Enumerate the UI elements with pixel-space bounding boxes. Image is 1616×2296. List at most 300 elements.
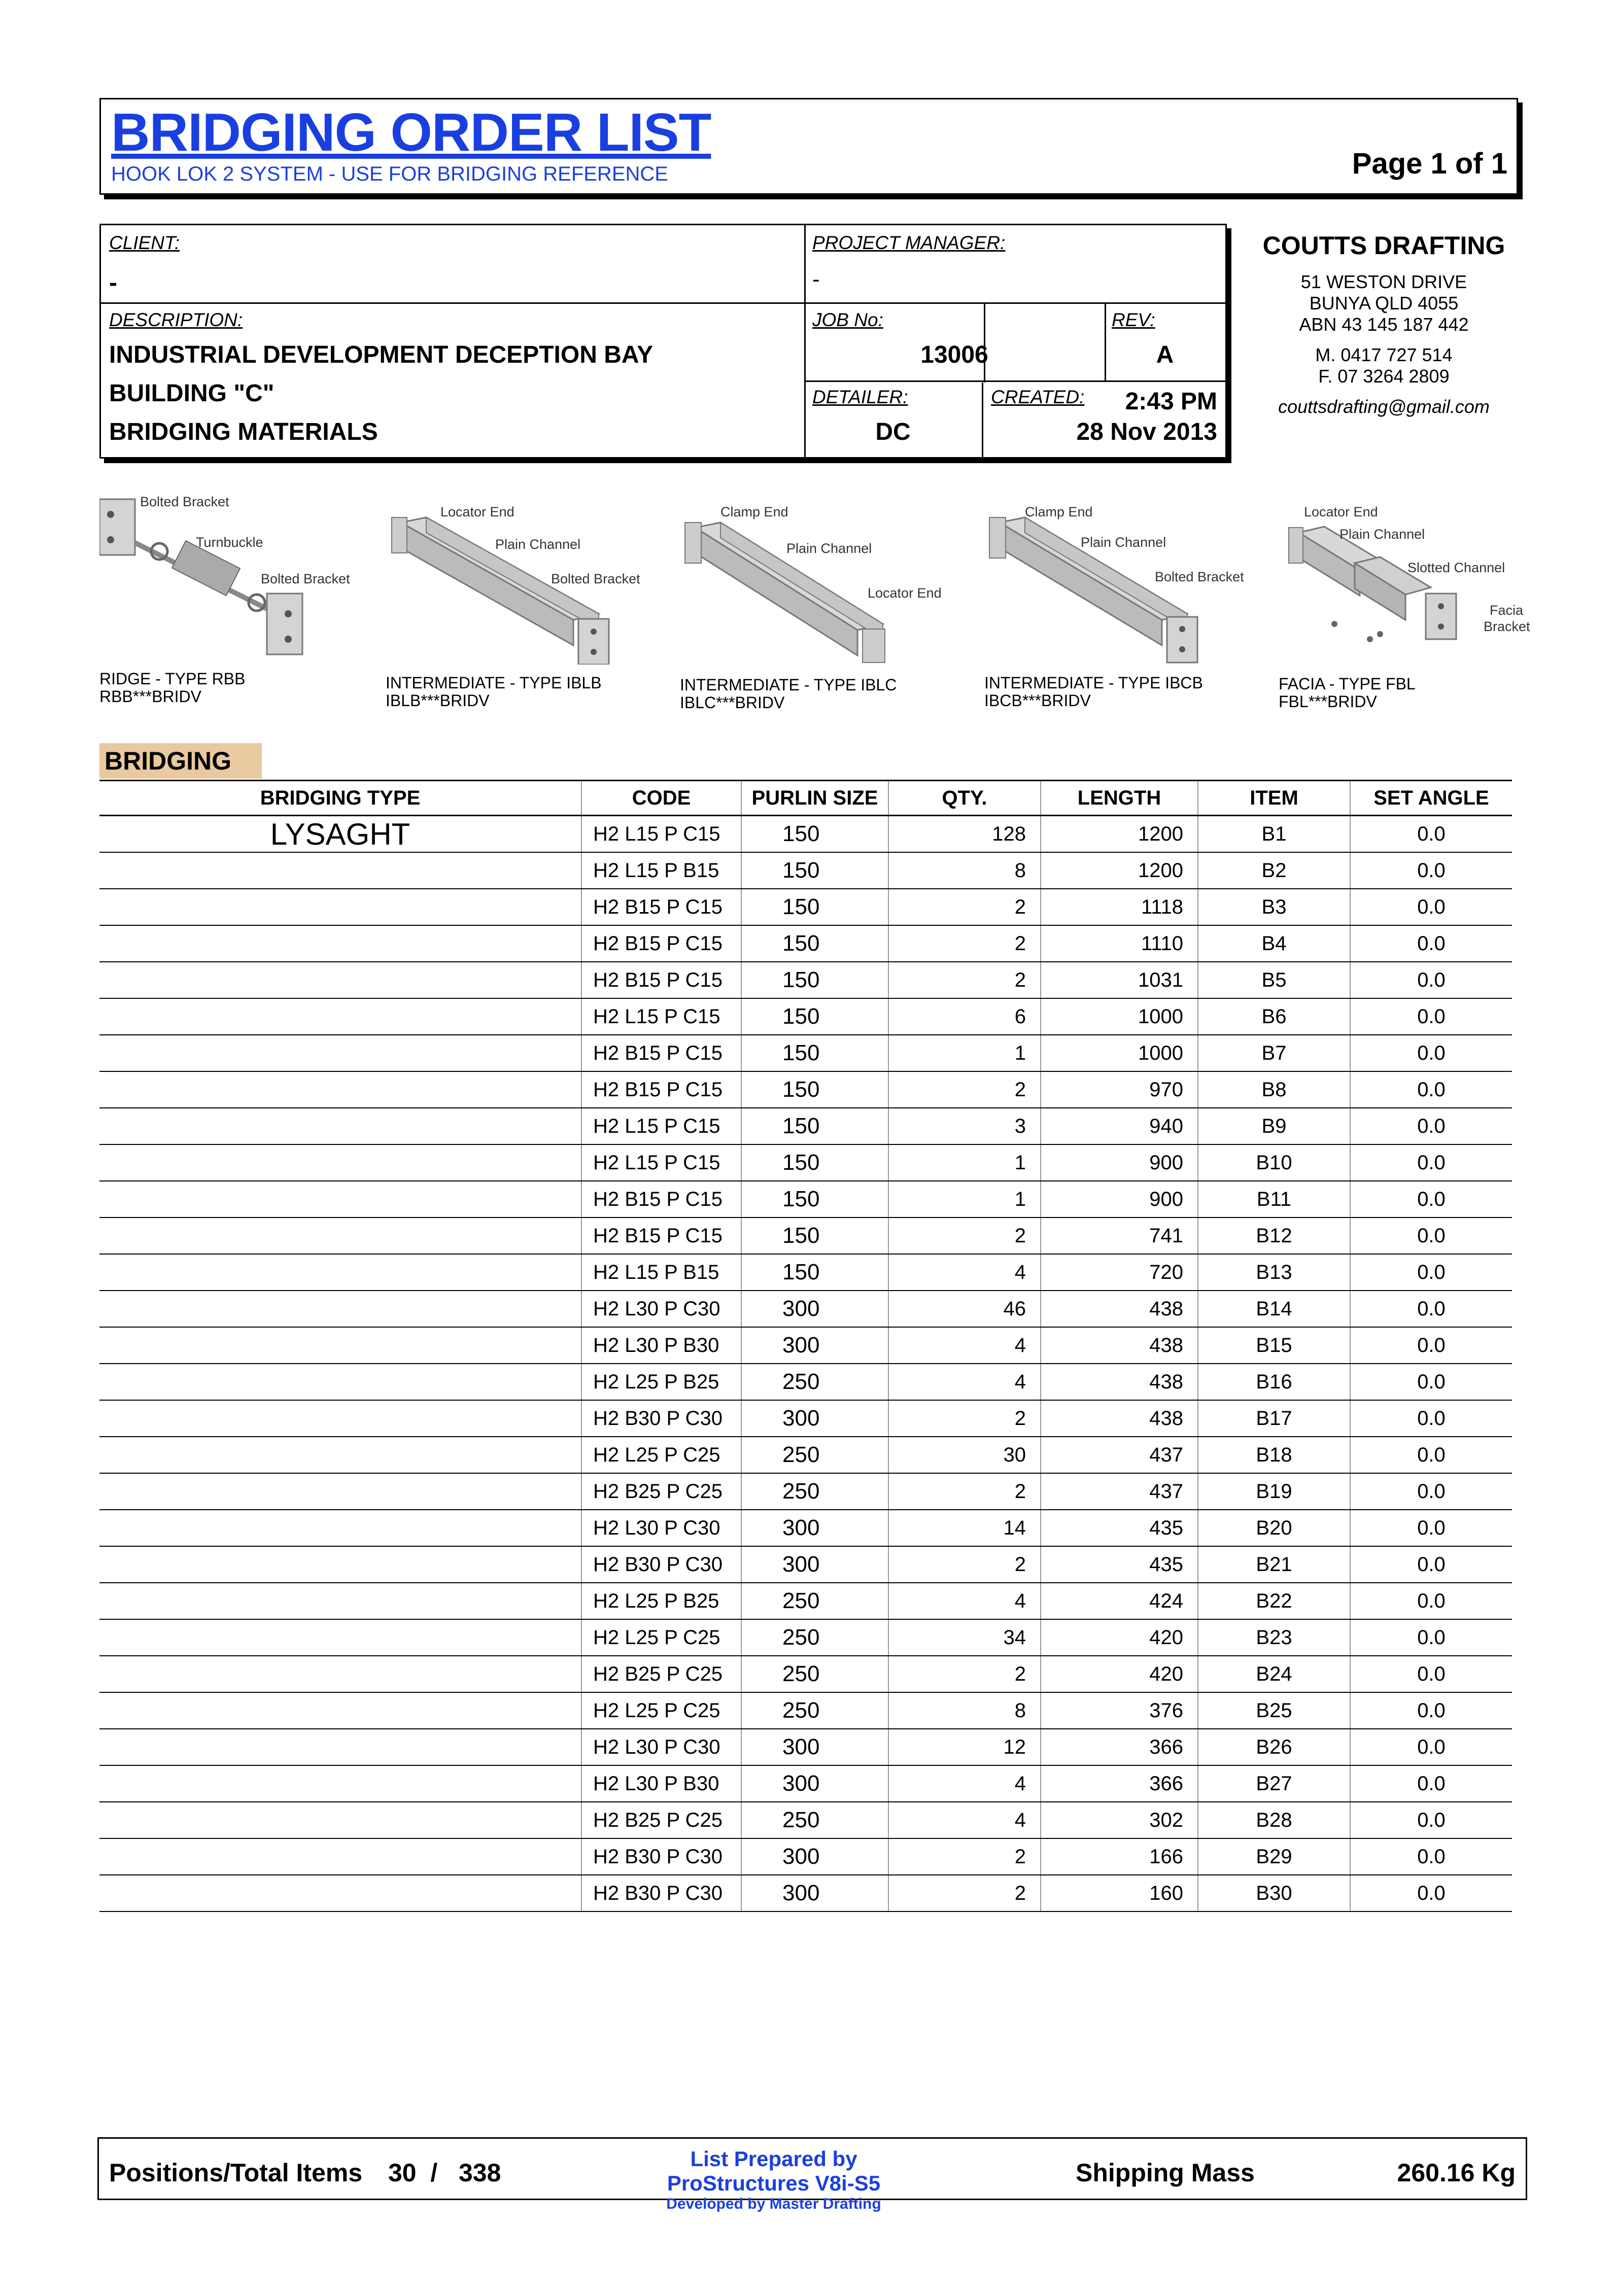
length-cell: 900 — [1041, 1144, 1198, 1181]
qty-cell: 2 — [888, 962, 1041, 998]
qty-cell: 3 — [888, 1108, 1041, 1144]
label-plain-channel: Plain Channel — [786, 541, 872, 556]
qty-cell: 4 — [888, 1583, 1041, 1619]
code-cell: H2 B15 P C15 — [581, 1217, 741, 1254]
project-info-block — [99, 224, 1227, 459]
code-cell: H2 L30 P C30 — [581, 1510, 741, 1546]
description-line-1: INDUSTRIAL DEVELOPMENT DECEPTION BAY — [109, 341, 654, 368]
length-cell: 437 — [1041, 1437, 1198, 1473]
purlin-size-cell: 250 — [741, 1619, 888, 1656]
qty-cell: 14 — [888, 1510, 1041, 1546]
set-angle-cell: 0.0 — [1350, 1583, 1512, 1619]
table-row — [99, 1802, 1512, 1838]
length-cell: 1110 — [1041, 925, 1198, 962]
project-manager-value: - — [812, 267, 820, 292]
bridging-type-cell — [99, 1656, 581, 1692]
table-row — [99, 1400, 1512, 1437]
qty-cell: 2 — [888, 1071, 1041, 1108]
set-angle-cell: 0.0 — [1350, 889, 1512, 925]
purlin-size-cell: 150 — [741, 1217, 888, 1254]
qty-cell: 2 — [888, 1838, 1041, 1875]
set-angle-cell: 0.0 — [1350, 816, 1512, 853]
table-row — [99, 1692, 1512, 1729]
shipping-mass-value: 260.16 Kg — [1397, 2159, 1516, 2187]
code-cell: H2 L15 P B15 — [581, 852, 741, 889]
purlin-size-cell: 250 — [741, 1473, 888, 1510]
item-cell: B18 — [1198, 1437, 1350, 1473]
code-cell: H2 B30 P C30 — [581, 1400, 741, 1437]
qty-cell: 4 — [888, 1765, 1041, 1802]
purlin-size-cell: 150 — [741, 1254, 888, 1291]
purlin-size-cell: 150 — [741, 889, 888, 925]
purlin-size-cell: 150 — [741, 962, 888, 998]
item-cell: B28 — [1198, 1802, 1350, 1838]
table-row — [99, 1656, 1512, 1692]
label-plain-channel: Plain Channel — [495, 537, 581, 552]
bridging-type-cell — [99, 1400, 581, 1437]
item-cell: B27 — [1198, 1765, 1350, 1802]
table-row — [99, 1254, 1512, 1291]
bridging-type-cell — [99, 1802, 581, 1838]
bridging-type-cell — [99, 1364, 581, 1400]
table-row — [99, 1327, 1512, 1364]
item-cell: B13 — [1198, 1254, 1350, 1291]
qty-cell: 46 — [888, 1291, 1041, 1327]
created-time: 2:43 PM — [1125, 388, 1217, 415]
set-angle-cell: 0.0 — [1350, 1473, 1512, 1510]
item-cell: B6 — [1198, 998, 1350, 1035]
length-cell: 420 — [1041, 1619, 1198, 1656]
code-cell: H2 B25 P C25 — [581, 1473, 741, 1510]
set-angle-cell: 0.0 — [1350, 1181, 1512, 1217]
code-cell: H2 L15 P C15 — [581, 816, 741, 853]
diagram-code: IBCB***BRIDV — [984, 691, 1091, 710]
table-row — [99, 889, 1512, 925]
bridging-type-cell — [99, 1473, 581, 1510]
bridging-type-cell — [99, 1437, 581, 1473]
table-row — [99, 816, 1512, 853]
code-cell: H2 B30 P C30 — [581, 1546, 741, 1583]
table-row — [99, 1583, 1512, 1619]
purlin-size-cell: 300 — [741, 1327, 888, 1364]
table-row — [99, 1181, 1512, 1217]
set-angle-cell: 0.0 — [1350, 1364, 1512, 1400]
document-subtitle: HOOK LOK 2 SYSTEM - USE FOR BRIDGING REFERENCE — [111, 163, 668, 185]
item-cell: B14 — [1198, 1291, 1350, 1327]
length-cell: 438 — [1041, 1327, 1198, 1364]
col-header-item: ITEM — [1198, 781, 1350, 816]
code-cell: H2 L30 P B30 — [581, 1327, 741, 1364]
code-cell: H2 L15 P B15 — [581, 1254, 741, 1291]
table-row — [99, 1729, 1512, 1765]
set-angle-cell: 0.0 — [1350, 1875, 1512, 1911]
bridging-type-cell — [99, 962, 581, 998]
purlin-size-cell: 300 — [741, 1510, 888, 1546]
client-label: CLIENT: — [109, 232, 180, 253]
qty-cell: 8 — [888, 852, 1041, 889]
label-bracket: Bracket — [1484, 619, 1530, 634]
table-header-row — [99, 781, 1512, 816]
code-cell: H2 L25 P C25 — [581, 1692, 741, 1729]
qty-cell: 12 — [888, 1729, 1041, 1765]
section-title-bridging: BRIDGING — [99, 743, 262, 779]
item-cell: B30 — [1198, 1875, 1350, 1911]
diagram-caption: FACIA - TYPE FBL — [1279, 675, 1416, 693]
bridging-type-cell — [99, 889, 581, 925]
diagram-intermediate-iblb — [386, 502, 670, 715]
table-row — [99, 1838, 1512, 1875]
set-angle-cell: 0.0 — [1350, 1765, 1512, 1802]
qty-cell: 1 — [888, 1144, 1041, 1181]
purlin-size-cell: 150 — [741, 925, 888, 962]
code-cell: H2 L30 P B30 — [581, 1765, 741, 1802]
qty-cell: 2 — [888, 925, 1041, 962]
diagram-code: IBLC***BRIDV — [680, 693, 785, 712]
label-locator-end: Locator End — [868, 585, 942, 601]
purlin-size-cell: 300 — [741, 1838, 888, 1875]
table-row — [99, 1071, 1512, 1108]
purlin-size-cell: 300 — [741, 1291, 888, 1327]
table-row — [99, 1437, 1512, 1473]
set-angle-cell: 0.0 — [1350, 1692, 1512, 1729]
item-cell: B17 — [1198, 1400, 1350, 1437]
set-angle-cell: 0.0 — [1350, 1035, 1512, 1071]
item-cell: B5 — [1198, 962, 1350, 998]
code-cell: H2 B15 P C15 — [581, 1181, 741, 1217]
label-clamp-end: Clamp End — [1025, 504, 1093, 519]
set-angle-cell: 0.0 — [1350, 1510, 1512, 1546]
label-locator-end: Locator End — [440, 504, 514, 519]
bridging-table — [99, 780, 1512, 1912]
bridging-type-cell — [99, 1546, 581, 1583]
code-cell: H2 L15 P C15 — [581, 1144, 741, 1181]
length-cell: 970 — [1041, 1071, 1198, 1108]
length-cell: 900 — [1041, 1181, 1198, 1217]
diagram-caption: INTERMEDIATE - TYPE IBCB — [984, 674, 1203, 692]
table-row — [99, 1510, 1512, 1546]
set-angle-cell: 0.0 — [1350, 1656, 1512, 1692]
set-angle-cell: 0.0 — [1350, 1838, 1512, 1875]
bridging-type-cell — [99, 1254, 581, 1291]
description-line-3: BRIDGING MATERIALS — [109, 419, 378, 445]
revision-value: A — [1156, 341, 1174, 368]
bridging-type-cell — [99, 1838, 581, 1875]
bridging-type-cell — [99, 1729, 581, 1765]
col-header-length: LENGTH — [1041, 781, 1198, 816]
qty-cell: 8 — [888, 1692, 1041, 1729]
length-cell: 940 — [1041, 1108, 1198, 1144]
purlin-size-cell: 150 — [741, 1071, 888, 1108]
code-cell: H2 B30 P C30 — [581, 1875, 741, 1911]
purlin-size-cell: 300 — [741, 1875, 888, 1911]
set-angle-cell: 0.0 — [1350, 925, 1512, 962]
diagram-code: RBB***BRIDV — [99, 687, 201, 706]
project-manager-label: PROJECT MANAGER: — [812, 232, 1006, 253]
label-plain-channel: Plain Channel — [1081, 535, 1166, 550]
purlin-size-cell: 300 — [741, 1546, 888, 1583]
label-turnbuckle: Turnbuckle — [196, 535, 263, 550]
set-angle-cell: 0.0 — [1350, 1071, 1512, 1108]
set-angle-cell: 0.0 — [1350, 1437, 1512, 1473]
purlin-size-cell: 150 — [741, 1144, 888, 1181]
table-row — [99, 1546, 1512, 1583]
bridging-type-cell — [99, 998, 581, 1035]
item-cell: B12 — [1198, 1217, 1350, 1254]
item-cell: B9 — [1198, 1108, 1350, 1144]
table-row — [99, 1364, 1512, 1400]
set-angle-cell: 0.0 — [1350, 1327, 1512, 1364]
qty-cell: 2 — [888, 1400, 1041, 1437]
code-cell: H2 L30 P C30 — [581, 1291, 741, 1327]
qty-cell: 2 — [888, 1217, 1041, 1254]
company-fax: F. 07 3264 2809 — [1318, 366, 1450, 387]
purlin-size-cell: 250 — [741, 1802, 888, 1838]
code-cell: H2 L15 P C15 — [581, 1108, 741, 1144]
item-cell: B22 — [1198, 1583, 1350, 1619]
diagram-intermediate-ibcb — [984, 502, 1268, 715]
col-header-purlin-size: PURLIN SIZE — [741, 781, 888, 816]
revision-label: REV: — [1112, 309, 1155, 330]
purlin-size-cell: 250 — [741, 1437, 888, 1473]
bridging-type-cell — [99, 1181, 581, 1217]
table-row — [99, 962, 1512, 998]
item-cell: B19 — [1198, 1473, 1350, 1510]
length-cell: 720 — [1041, 1254, 1198, 1291]
qty-cell: 1 — [888, 1181, 1041, 1217]
bridging-type-cell — [99, 852, 581, 889]
purlin-size-cell: 300 — [741, 1400, 888, 1437]
item-cell: B4 — [1198, 925, 1350, 962]
bridging-type-cell — [99, 1875, 581, 1911]
company-mobile: M. 0417 727 514 — [1315, 344, 1453, 365]
set-angle-cell: 0.0 — [1350, 1619, 1512, 1656]
diagram-ridge-rbb — [99, 492, 384, 715]
qty-cell: 30 — [888, 1437, 1041, 1473]
company-address-2: BUNYA QLD 4055 — [1309, 293, 1459, 314]
item-cell: B15 — [1198, 1327, 1350, 1364]
item-cell: B7 — [1198, 1035, 1350, 1071]
bridging-type-cell — [99, 1291, 581, 1327]
item-cell: B21 — [1198, 1546, 1350, 1583]
item-cell: B3 — [1198, 889, 1350, 925]
positions-value: 30 / 338 — [388, 2159, 501, 2187]
col-header-bridging-type: BRIDGING TYPE — [99, 781, 581, 816]
table-row — [99, 1473, 1512, 1510]
code-cell: H2 L15 P C15 — [581, 998, 741, 1035]
detailer-label: DETAILER: — [812, 387, 908, 407]
code-cell: H2 B15 P C15 — [581, 1071, 741, 1108]
qty-cell: 4 — [888, 1327, 1041, 1364]
divider — [804, 380, 1225, 382]
label-slotted-channel: Slotted Channel — [1407, 560, 1505, 575]
bridging-type-cell — [99, 1510, 581, 1546]
divider — [1105, 302, 1106, 381]
code-cell: H2 L25 P C25 — [581, 1619, 741, 1656]
label-clamp-end: Clamp End — [720, 504, 788, 519]
length-cell: 1031 — [1041, 962, 1198, 998]
length-cell: 1000 — [1041, 998, 1198, 1035]
diagram-code: FBL***BRIDV — [1279, 692, 1377, 711]
qty-cell: 4 — [888, 1802, 1041, 1838]
length-cell: 1118 — [1041, 889, 1198, 925]
code-cell: H2 B30 P C30 — [581, 1838, 741, 1875]
code-cell: H2 B15 P C15 — [581, 889, 741, 925]
developed-by: Developed by Master Drafting — [666, 2196, 881, 2212]
diagram-caption: INTERMEDIATE - TYPE IBLC — [680, 676, 897, 694]
page-number: Page 1 of 1 — [1352, 147, 1507, 180]
bridging-type-cell — [99, 1692, 581, 1729]
length-cell: 166 — [1041, 1838, 1198, 1875]
diagram-caption: INTERMEDIATE - TYPE IBLB — [386, 674, 602, 692]
purlin-size-cell: 150 — [741, 816, 888, 853]
diagram-intermediate-iblc — [680, 502, 964, 715]
created-label: CREATED: — [991, 387, 1085, 407]
item-cell: B1 — [1198, 816, 1350, 853]
table-row — [99, 1765, 1512, 1802]
company-address-1: 51 WESTON DRIVE — [1300, 271, 1467, 292]
bridging-type-cell — [99, 1035, 581, 1071]
purlin-size-cell: 250 — [741, 1583, 888, 1619]
length-cell: 741 — [1041, 1217, 1198, 1254]
length-cell: 1200 — [1041, 852, 1198, 889]
company-name: COUTTS DRAFTING — [1262, 231, 1505, 260]
qty-cell: 2 — [888, 1473, 1041, 1510]
table-row — [99, 1619, 1512, 1656]
length-cell: 376 — [1041, 1692, 1198, 1729]
bridging-type-cell — [99, 1327, 581, 1364]
qty-cell: 6 — [888, 998, 1041, 1035]
positions-label: Positions/Total Items — [109, 2159, 363, 2187]
diagram-code: IBLB***BRIDV — [386, 691, 490, 710]
qty-cell: 2 — [888, 889, 1041, 925]
set-angle-cell: 0.0 — [1350, 1546, 1512, 1583]
item-cell: B20 — [1198, 1510, 1350, 1546]
table-body — [99, 816, 1512, 1912]
company-abn: ABN 43 145 187 442 — [1299, 314, 1469, 335]
length-cell: 302 — [1041, 1802, 1198, 1838]
bridging-type-cell — [99, 1583, 581, 1619]
length-cell: 366 — [1041, 1729, 1198, 1765]
table-row — [99, 925, 1512, 962]
set-angle-cell: 0.0 — [1350, 1802, 1512, 1838]
divider — [982, 382, 983, 457]
bridging-type-cell: LYSAGHT — [99, 816, 581, 853]
label-locator-end: Locator End — [1304, 504, 1378, 519]
length-cell: 160 — [1041, 1875, 1198, 1911]
qty-cell: 128 — [888, 816, 1041, 853]
set-angle-cell: 0.0 — [1350, 962, 1512, 998]
length-cell: 438 — [1041, 1400, 1198, 1437]
purlin-size-cell: 150 — [741, 998, 888, 1035]
bridging-type-cell — [99, 925, 581, 962]
shipping-mass-label: Shipping Mass — [1076, 2159, 1255, 2187]
set-angle-cell: 0.0 — [1350, 1144, 1512, 1181]
item-cell: B10 — [1198, 1144, 1350, 1181]
purlin-size-cell: 250 — [741, 1364, 888, 1400]
detailer-value: DC — [875, 419, 911, 445]
qty-cell: 2 — [888, 1875, 1041, 1911]
purlin-size-cell: 300 — [741, 1765, 888, 1802]
prepared-by-block — [632, 2147, 916, 2213]
col-header-set-angle: SET ANGLE — [1350, 781, 1512, 816]
set-angle-cell: 0.0 — [1350, 1254, 1512, 1291]
qty-cell: 34 — [888, 1619, 1041, 1656]
prepared-by: List Prepared by ProStructures V8i-S5 — [667, 2147, 881, 2195]
bridging-type-cell — [99, 1144, 581, 1181]
table-row — [99, 852, 1512, 889]
diagram-caption: RIDGE - TYPE RBB — [99, 670, 246, 688]
label-plain-channel: Plain Channel — [1339, 527, 1425, 542]
code-cell: H2 L25 P B25 — [581, 1583, 741, 1619]
purlin-size-cell: 150 — [741, 1181, 888, 1217]
qty-cell: 1 — [888, 1035, 1041, 1071]
table-row — [99, 998, 1512, 1035]
set-angle-cell: 0.0 — [1350, 1217, 1512, 1254]
code-cell: H2 L30 P C30 — [581, 1729, 741, 1765]
description-line-2: BUILDING "C" — [109, 380, 274, 407]
bridging-type-cell — [99, 1765, 581, 1802]
bridging-type-cell — [99, 1071, 581, 1108]
title-block — [99, 98, 1518, 195]
item-cell: B26 — [1198, 1729, 1350, 1765]
col-header-code: CODE — [581, 781, 741, 816]
description-label: DESCRIPTION: — [109, 309, 243, 330]
col-header-qty: QTY. — [888, 781, 1041, 816]
bridging-type-cell — [99, 1217, 581, 1254]
table-row — [99, 1217, 1512, 1254]
label-facia: Facia — [1490, 603, 1524, 618]
company-email: couttsdrafting@gmail.com — [1278, 396, 1490, 417]
qty-cell: 2 — [888, 1546, 1041, 1583]
item-cell: B29 — [1198, 1838, 1350, 1875]
company-details — [1238, 231, 1530, 418]
code-cell: H2 B25 P C25 — [581, 1656, 741, 1692]
code-cell: H2 B25 P C25 — [581, 1802, 741, 1838]
item-cell: B24 — [1198, 1656, 1350, 1692]
item-cell: B23 — [1198, 1619, 1350, 1656]
code-cell: H2 B15 P C15 — [581, 962, 741, 998]
item-cell: B16 — [1198, 1364, 1350, 1400]
created-date: 28 Nov 2013 — [1076, 419, 1217, 445]
code-cell: H2 L25 P C25 — [581, 1437, 741, 1473]
table-row — [99, 1035, 1512, 1071]
length-cell: 435 — [1041, 1510, 1198, 1546]
label-bolted-bracket: Bolted Bracket — [261, 571, 350, 586]
set-angle-cell: 0.0 — [1350, 998, 1512, 1035]
length-cell: 437 — [1041, 1473, 1198, 1510]
label-bolted-bracket: Bolted Bracket — [551, 571, 640, 586]
length-cell: 438 — [1041, 1291, 1198, 1327]
iblc-bridging-illustration — [680, 502, 964, 665]
table-row — [99, 1108, 1512, 1144]
purlin-size-cell: 300 — [741, 1729, 888, 1765]
purlin-size-cell: 250 — [741, 1656, 888, 1692]
purlin-size-cell: 150 — [741, 1035, 888, 1071]
set-angle-cell: 0.0 — [1350, 1108, 1512, 1144]
client-value: - — [109, 269, 117, 296]
label-bolted-bracket: Bolted Bracket — [140, 494, 229, 509]
job-number-value: 13006 — [920, 341, 988, 368]
document-title: BRIDGING ORDER LIST — [111, 102, 711, 162]
bridging-type-cell — [99, 1108, 581, 1144]
qty-cell: 4 — [888, 1254, 1041, 1291]
item-cell: B11 — [1198, 1181, 1350, 1217]
job-number-label: JOB No: — [812, 309, 883, 330]
purlin-size-cell: 150 — [741, 1108, 888, 1144]
code-cell: H2 B15 P C15 — [581, 1035, 741, 1071]
length-cell: 366 — [1041, 1765, 1198, 1802]
length-cell: 438 — [1041, 1364, 1198, 1400]
